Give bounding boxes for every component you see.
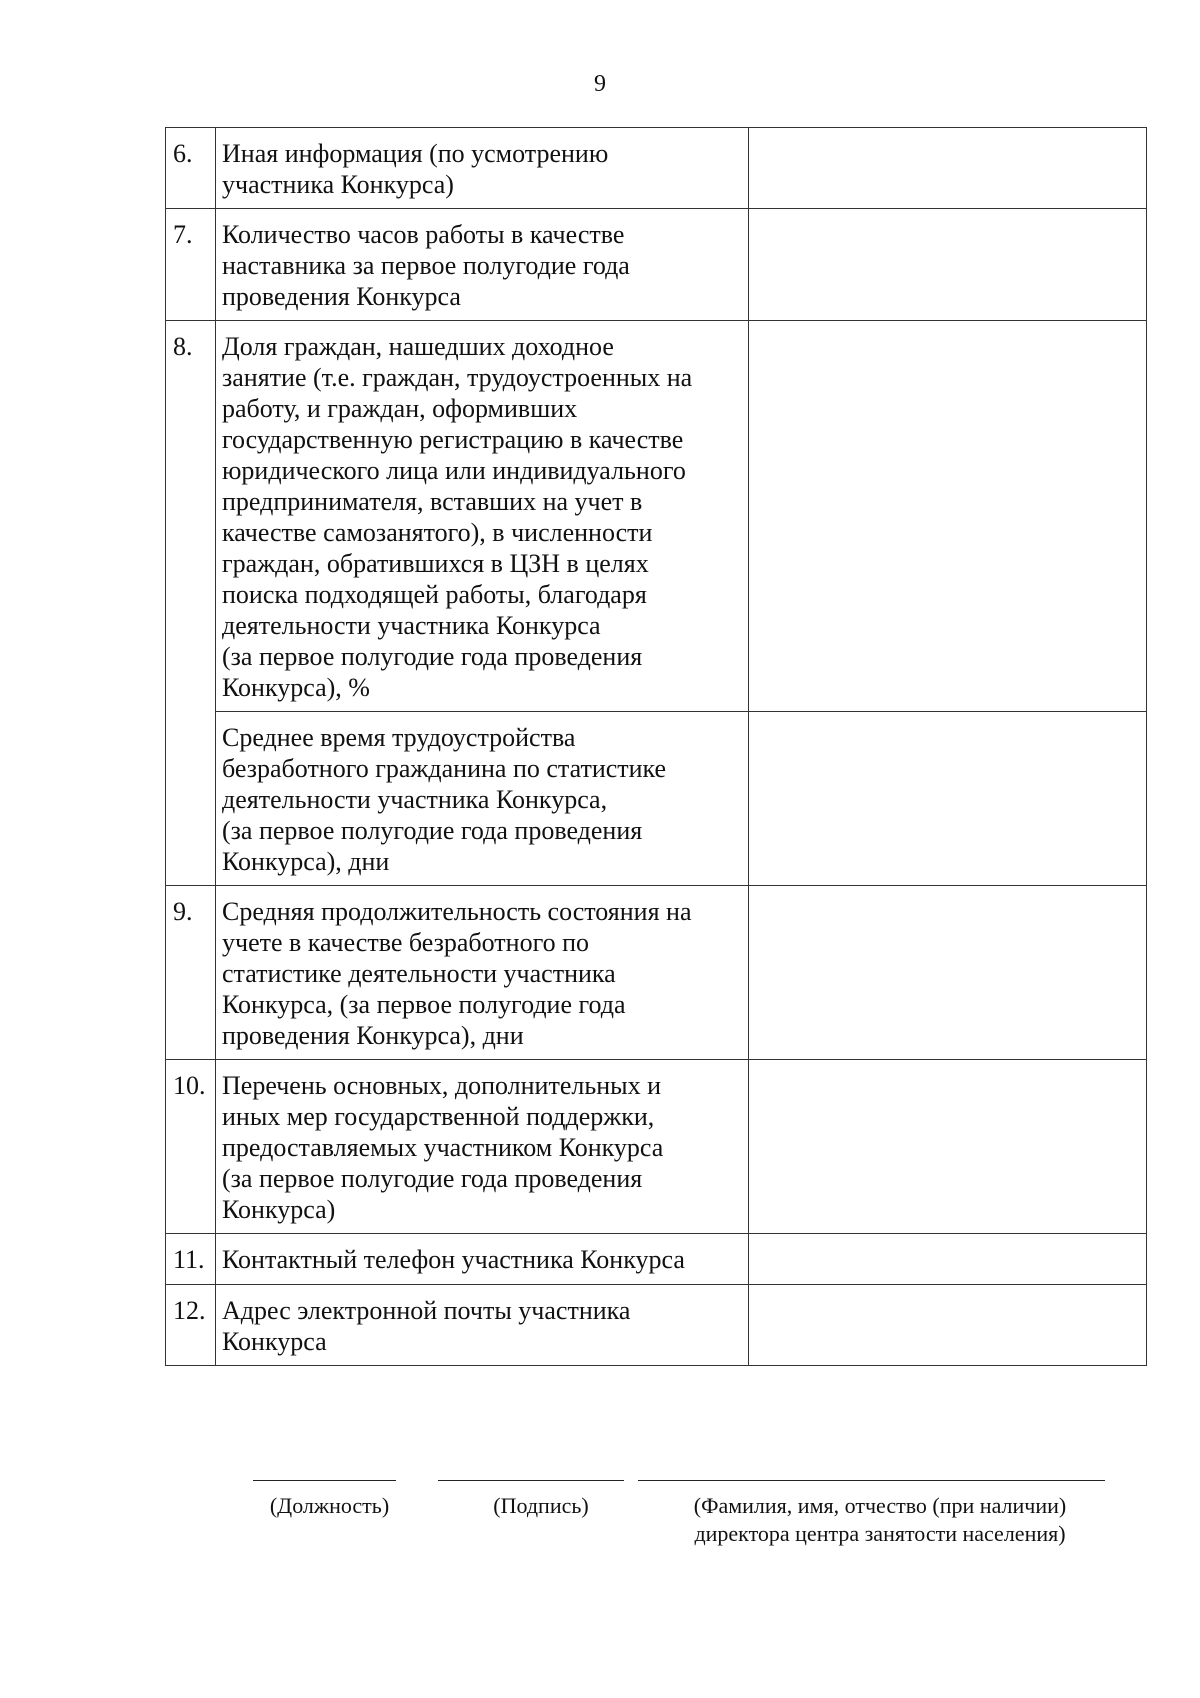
row-label: Адрес электронной почты участника Конкурса [216, 1285, 749, 1366]
row-value-cell[interactable] [749, 886, 1147, 1060]
table-row [166, 1285, 1147, 1366]
row-number: 7. [166, 209, 216, 321]
signature-caption: (Подпись) [493, 1493, 589, 1518]
row-label: Контактный телефон участника Конкурса [216, 1234, 749, 1285]
row-number: 11. [166, 1234, 216, 1285]
row-label: Перечень основных, дополнительных и иных мер государственной поддержки, предоставляемых участником Конкурса (за первое полугодие года проведения Конкурса) [216, 1060, 749, 1234]
row-value-cell[interactable] [749, 321, 1147, 712]
table-row [166, 321, 1147, 712]
row-value-cell[interactable] [749, 209, 1147, 321]
row-label: Иная информация (по усмотрению участника Конкурса) [216, 128, 749, 209]
table-row [166, 128, 1147, 209]
position-caption: (Должность) [269, 1493, 390, 1518]
signature-line[interactable] [438, 1480, 624, 1481]
row-label: Средняя продолжительность состояния на учете в качестве безработного по статистике деятельности участника Конкурса, (за первое полугодие года проведения Конкурса), дни [216, 886, 749, 1060]
row-number: 10. [166, 1060, 216, 1234]
name-caption: (Фамилия, имя, отчество (при наличии) директора центра занятости населения) [693, 1493, 1067, 1546]
row-number: 8. [166, 321, 216, 712]
row-label: Доля граждан, нашедших доходное занятие (т.е. граждан, трудоустроенных на работу, и граждан, оформивших государственную регистрацию в качестве юридического лица или индивидуального предпринимателя, вставших на учет в качестве самозанятого), в численности граждан, обратившихся в ЦЗН в целях поиска подходящей работы, благодаря деятельности участника Конкурса (за первое полугодие года проведения Конкурса), % [216, 321, 749, 712]
row-value-cell[interactable] [749, 712, 1147, 886]
table-row [166, 712, 1147, 886]
row-number: 6. [166, 128, 216, 209]
page-number: 9 [594, 71, 606, 97]
table-row [166, 209, 1147, 321]
row-value-cell[interactable] [749, 1060, 1147, 1234]
form-table [165, 127, 1147, 1366]
row-number [166, 712, 216, 886]
table-row [166, 886, 1147, 1060]
row-value-cell[interactable] [749, 1234, 1147, 1285]
position-line[interactable] [253, 1480, 396, 1481]
name-line[interactable] [638, 1480, 1105, 1481]
row-label: Среднее время трудоустройства безработного гражданина по статистике деятельности участника Конкурса, (за первое полугодие года проведения Конкурса), дни [216, 712, 749, 886]
row-number: 12. [166, 1285, 216, 1366]
row-number: 9. [166, 886, 216, 1060]
row-value-cell[interactable] [749, 128, 1147, 209]
table-row [166, 1234, 1147, 1285]
table-row [166, 1060, 1147, 1234]
row-value-cell[interactable] [749, 1285, 1147, 1366]
row-label: Количество часов работы в качестве наставника за первое полугодие года проведения Конкурса [216, 209, 749, 321]
